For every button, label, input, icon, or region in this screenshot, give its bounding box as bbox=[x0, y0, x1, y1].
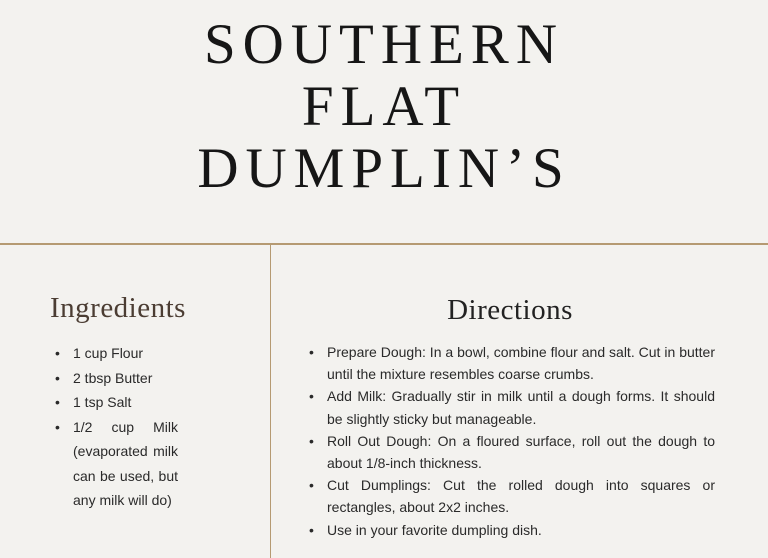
ingredient-item: • 1 cup Flour bbox=[51, 341, 178, 366]
ingredient-item: • 2 tbsp Butter bbox=[51, 366, 178, 391]
vertical-divider bbox=[270, 245, 271, 558]
recipe-title bbox=[0, 14, 768, 200]
directions-list bbox=[305, 341, 715, 541]
title-line-2: FLAT bbox=[301, 75, 467, 138]
direction-step: • Use in your favorite dumpling dish. bbox=[305, 519, 715, 541]
ingredients-heading: Ingredients bbox=[50, 292, 186, 324]
ingredient-item: • 1 tsp Salt bbox=[51, 390, 178, 415]
direction-step: • Add Milk: Gradually stir in milk until a dough forms. It should be slightly sticky but manageable. bbox=[305, 385, 715, 429]
direction-step: • Prepare Dough: In a bowl, combine flour and salt. Cut in butter until the mixture resembles coarse crumbs. bbox=[305, 341, 715, 385]
ingredients-list bbox=[51, 341, 178, 513]
title-line-1: SOUTHERN bbox=[203, 13, 564, 76]
ingredient-item: • 1/2 cup Milk (evaporated milk can be used, but any milk will do) bbox=[51, 415, 178, 513]
title-line-3: DUMPLIN’S bbox=[197, 137, 571, 200]
direction-step: • Cut Dumplings: Cut the rolled dough into squares or rectangles, about 2x2 inches. bbox=[305, 474, 715, 518]
horizontal-divider bbox=[0, 243, 768, 245]
directions-heading: Directions bbox=[447, 294, 573, 326]
direction-step: • Roll Out Dough: On a floured surface, roll out the dough to about 1/8-inch thickness. bbox=[305, 430, 715, 474]
